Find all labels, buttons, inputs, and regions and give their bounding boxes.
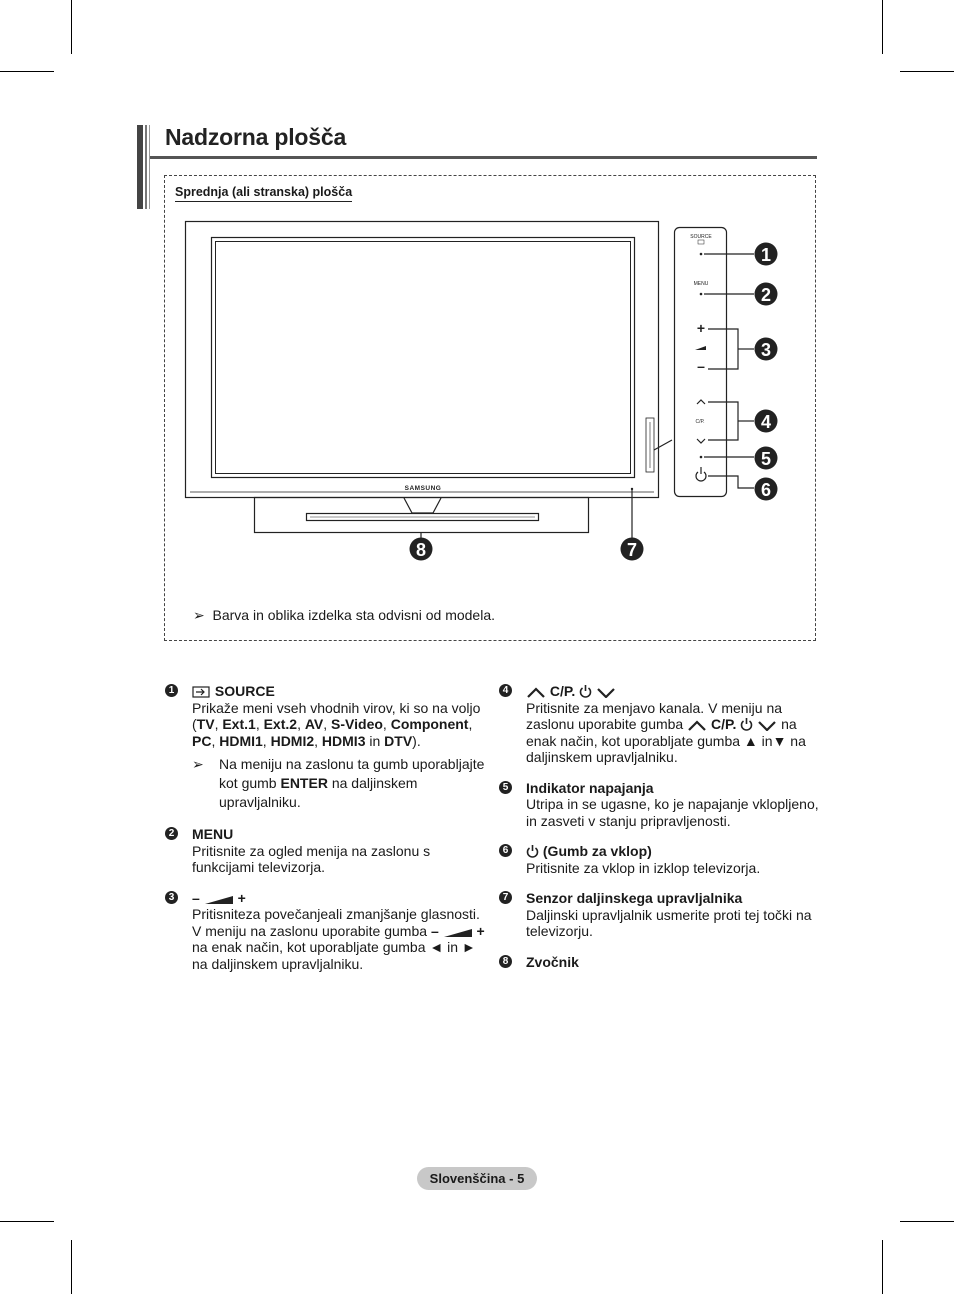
channel-down-icon: [757, 720, 777, 731]
crop-mark: [900, 1221, 954, 1222]
section-label: Sprednja (ali stranska) plošča: [175, 185, 352, 202]
item-number: 7: [499, 891, 512, 904]
svg-text:2: 2: [760, 285, 772, 305]
speaker-stand: [255, 498, 589, 533]
callout-2: [755, 283, 778, 306]
list-item: 7 Senzor daljinskega upravljalnika Daljinski upravljalnik usmerite proti tej točki na televizorju.: [499, 890, 821, 940]
channel-up-icon: [687, 720, 707, 731]
note-arrow-icon: ➢: [193, 607, 205, 623]
source-subnote: ➢ Na meniju na zaslonu ta gumb uporabljajte kot gumb ENTER na daljinskem upravljalniku.: [192, 756, 485, 810]
item-number: 4: [499, 684, 512, 697]
callout-3: [755, 338, 778, 361]
remote-sensor-dot: [631, 488, 633, 490]
left-column: [165, 683, 485, 986]
crop-mark: [882, 1240, 883, 1294]
svg-text:3: 3: [760, 340, 772, 360]
power-icon: [526, 844, 539, 858]
item-number: 5: [499, 781, 512, 794]
volume-plus-icon: +: [696, 320, 706, 336]
model-note: ➢ Barva in oblika izdelka sta odvisni od modela.: [193, 607, 496, 623]
source-icon: [698, 240, 704, 244]
channel-panel-label: C/P.: [695, 419, 705, 425]
power-icon: [579, 684, 592, 698]
source-icon: [192, 686, 211, 698]
item-number: 6: [499, 844, 512, 857]
volume-icon: [695, 346, 706, 350]
list-item: 5 Indikator napajanja Utripa in se ugasne, ko je napajanje vklopljeno, in zasveti v stanju pripravljenosti.: [499, 780, 821, 830]
note-arrow-icon: ➢: [192, 756, 204, 772]
svg-text:8: 8: [415, 540, 427, 560]
callout-1: [755, 243, 778, 266]
power-icon: [740, 717, 753, 731]
crop-mark: [0, 1221, 54, 1222]
page-footer: Slovenščina - 5: [417, 1167, 537, 1190]
power-indicator-dot: [700, 456, 703, 459]
callout-5: [755, 447, 778, 470]
callout-6: [755, 478, 778, 501]
right-column: [499, 683, 821, 984]
channel-down-icon: [596, 687, 616, 698]
list-item: 8 Zvočnik: [499, 954, 821, 971]
svg-text:6: 6: [760, 480, 772, 500]
crop-mark: [71, 1240, 72, 1294]
brand-logo: SAMSUNG: [404, 485, 442, 492]
list-item: 3 – + Pritisniteza povečanjeali zmanjšanje glasnosti. V meniju na zaslonu uporabite gumba – + na enak način, kot uporabljate gumba ◄ in ► na daljinskem upravljalniku.: [165, 890, 485, 973]
channel-up-icon: [526, 687, 546, 698]
source-description: Prikaže meni vseh vhodnih virov, ki so na voljo (TV, Ext.1, Ext.2, AV, S-Video, Component, PC, HDMI1, HDMI2, HDMI3 in DTV).: [192, 699, 481, 749]
callout-8: [410, 538, 433, 561]
item-number: 8: [499, 955, 512, 968]
list-item: 6 (Gumb za vklop) Pritisnite za vklop in izklop televizorja.: [499, 843, 821, 876]
tv-body: [186, 222, 659, 498]
list-item: 1 SOURCE Prikaže meni vseh vhodnih virov, ki so na voljo (TV, Ext.1, Ext.2, AV, S-Video, Component, PC, HDMI1, HDMI2, HDMI3 in DTV). ➢ Na meniju na zaslonu ta gumb uporabljajte kot gumb ENTER na daljinskem upravljalniku.: [165, 683, 485, 812]
channel-down-icon: [697, 439, 705, 443]
svg-text:1: 1: [760, 245, 772, 265]
source-panel-label: SOURCE: [690, 234, 712, 240]
menu-panel-label: MENU: [693, 281, 709, 287]
channel-up-icon: [697, 400, 705, 404]
volume-minus-icon: –: [697, 358, 705, 374]
callout-4: [755, 410, 778, 433]
item-number: 3: [165, 891, 178, 904]
item-number: 2: [165, 827, 178, 840]
item-number: 1: [165, 684, 178, 697]
list-item: 2 MENU Pritisnite za ogled menija na zaslonu s funkcijami televizorja.: [165, 826, 485, 876]
svg-text:4: 4: [760, 412, 772, 432]
callout-7: [621, 538, 644, 561]
power-icon: [696, 467, 706, 481]
page-title: Nadzorna plošča: [165, 124, 347, 150]
volume-icon: [443, 928, 473, 938]
volume-icon: [204, 895, 234, 905]
list-item: 4 C/P. Pritisnite za menjavo kanala. V meniju na zaslonu uporabite gumba C/P. na enak način, kot uporabljate gumba ▲ in▼ na daljinskem upravljalniku.: [499, 683, 821, 766]
svg-text:7: 7: [626, 540, 638, 560]
svg-text:5: 5: [760, 449, 772, 469]
